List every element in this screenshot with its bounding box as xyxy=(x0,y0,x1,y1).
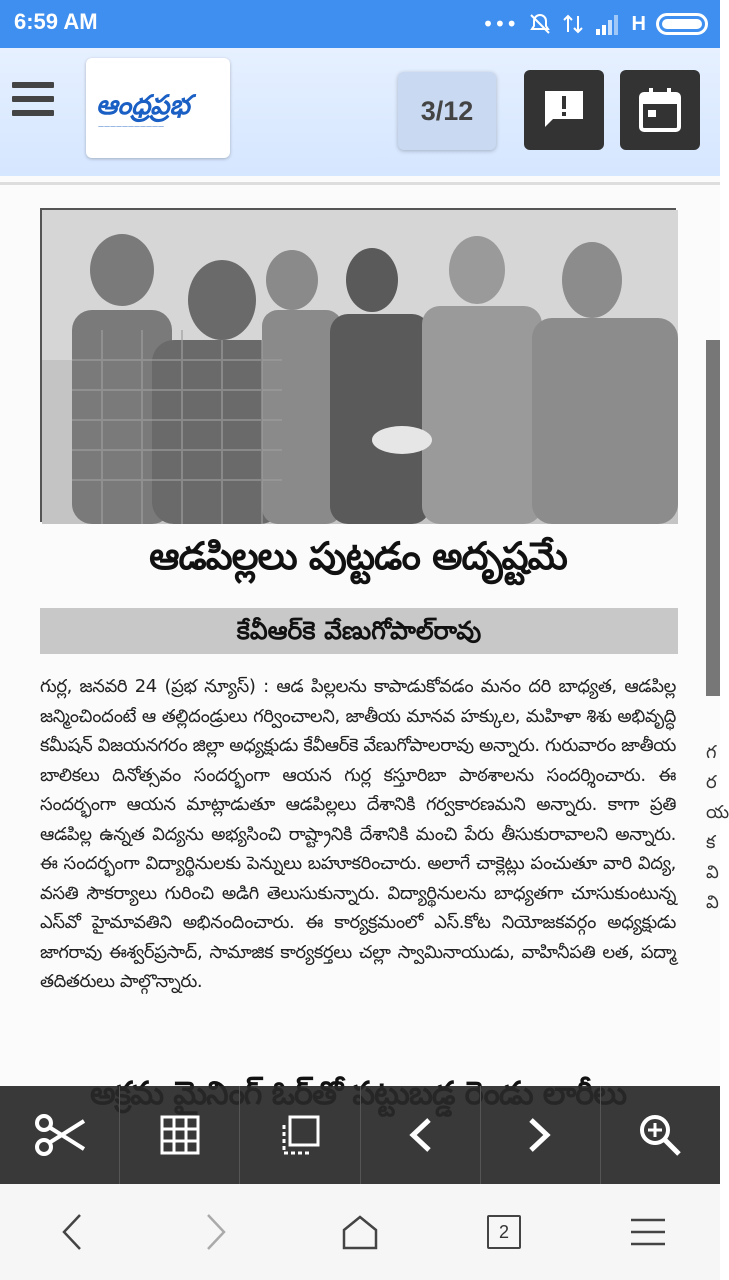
scissors-icon xyxy=(34,1113,86,1157)
battery-icon xyxy=(656,13,708,35)
article-body: గుర్ల, జనవరి 24 (ప్రభ న్యూస్) : ఆడ పిల్లలను కాపాడుకోవడం మనం దరి బాధ్యత, ఆడపిల్ల జన్మించిందంటే ఆ తల్లిదండ్రులు గర్వించాలని, జాతీయ మానవ హక్కుల, మహిళా శిశు అభివృద్ధి కమీషన్ విజయనగరం జిల్లా అధ్యక్షుడు కేవీఆర్‌కె వేణుగోపాలరావు అన్నారు. గురువారం జాతీయ బాలికలు దినోత్సవం సందర్భంగా ఆయన గుర్ల కస్తూరిబా పాఠశాలను సందర్శించారు. ఈ సందర్భంగా ఆయన మాట్లాడుతూ ఆడపిల్లలు దేశానికి గర్వకారణమని అన్నారు. కాగా ప్రతి ఆడపిల్ల ఉన్నత విద్యను అభ్యసించి రాష్ట్రానికి దేశానికి మంచి పేరు తీసుకురావాలని అన్నారు. ఈ సందర్భంగా విద్యార్థినులకు పెన్నులు బహూకరించారు. అలాగే చాక్లెట్లు పంచుతూ వారి విద్య, వసతి సౌకర్యాలు గురించి అడిగి తెలుసుకున్నారు. విద్యార్థినులను బాధ్యతగా చూసుకుంటున్న ఎస్‌వో హైమావతిని అభినందించారు. ఈ కార్యక్రమంలో ఎస్.కోట నియోజకవర్గం అధ్యక్షుడు జాగరావు ఈశ్వర్‌ప్రసాద్, సామాజిక కార్యకర్తలు చల్లా స్వామినాయుడు, వాహినీపతి లత, పద్మా తదితరులు పాల్గొన్నారు. xyxy=(40,676,676,992)
next-column-photo-fragment xyxy=(706,340,720,696)
next-column-text-line: వి xyxy=(706,862,719,883)
feedback-icon xyxy=(539,85,589,135)
newspaper-page-viewer[interactable] xyxy=(0,176,729,1122)
status-time: 6:59 AM xyxy=(14,9,98,34)
calendar-button[interactable] xyxy=(620,70,700,150)
tabs-count: 2 xyxy=(487,1215,521,1249)
browser-menu-button[interactable] xyxy=(576,1184,720,1280)
page-counter[interactable]: 3/12 xyxy=(398,72,496,150)
select-icon xyxy=(280,1115,320,1155)
hamburger-icon xyxy=(629,1217,667,1247)
menu-icon-bar xyxy=(12,110,54,116)
status-bar xyxy=(0,0,720,48)
forward-icon xyxy=(204,1212,228,1252)
clip-button[interactable] xyxy=(0,1086,120,1184)
tabs-button[interactable] xyxy=(432,1184,576,1280)
next-page-button[interactable] xyxy=(481,1086,601,1184)
prev-page-icon xyxy=(407,1117,433,1153)
grid-icon xyxy=(160,1115,200,1155)
back-icon xyxy=(60,1212,84,1252)
zoom-in-icon xyxy=(638,1113,682,1157)
home-button[interactable] xyxy=(288,1184,432,1280)
status-icons xyxy=(482,8,708,40)
menu-icon xyxy=(12,82,54,88)
menu-button[interactable] xyxy=(12,82,54,118)
next-column-text-line: య xyxy=(706,802,729,823)
page-top-rule xyxy=(0,182,720,185)
forward-button[interactable] xyxy=(144,1184,288,1280)
next-column-text-line: ర xyxy=(706,772,717,793)
back-button[interactable] xyxy=(0,1184,144,1280)
select-area-button[interactable] xyxy=(240,1086,360,1184)
logo-subtext: ——————————— xyxy=(98,123,164,130)
muted-bell-icon xyxy=(528,12,552,36)
home-icon xyxy=(340,1214,380,1250)
report-button[interactable] xyxy=(524,70,604,150)
calendar-icon xyxy=(638,87,682,133)
previous-page-button[interactable] xyxy=(361,1086,481,1184)
next-page-icon xyxy=(527,1117,553,1153)
article-headline: ఆడపిల్లలు పుట్టడం అదృష్టమే xyxy=(149,534,567,578)
data-arrows-icon xyxy=(562,12,584,36)
menu-icon-bar xyxy=(12,96,54,102)
app-header xyxy=(0,48,720,176)
signal-icon xyxy=(594,13,622,35)
logo-text: ఆంధ్రప్రభ xyxy=(96,90,190,121)
article-subheadline: కేవీఆర్‌కె వేణుగోపాల్‌రావు xyxy=(40,608,678,654)
article-photo-illustration xyxy=(42,210,678,524)
next-column-text-line: వి xyxy=(706,892,719,913)
network-type: H xyxy=(631,12,646,35)
browser-nav-bar xyxy=(0,1184,720,1280)
newspaper-logo[interactable] xyxy=(86,58,230,158)
article-photo xyxy=(40,208,676,522)
next-column-text-line: గ xyxy=(706,742,717,763)
next-column-text-line: క xyxy=(706,832,716,853)
thumbnails-button[interactable] xyxy=(120,1086,240,1184)
viewer-toolbar xyxy=(0,1086,720,1184)
zoom-in-button[interactable] xyxy=(601,1086,720,1184)
more-notifications-icon: ••• xyxy=(482,12,518,36)
